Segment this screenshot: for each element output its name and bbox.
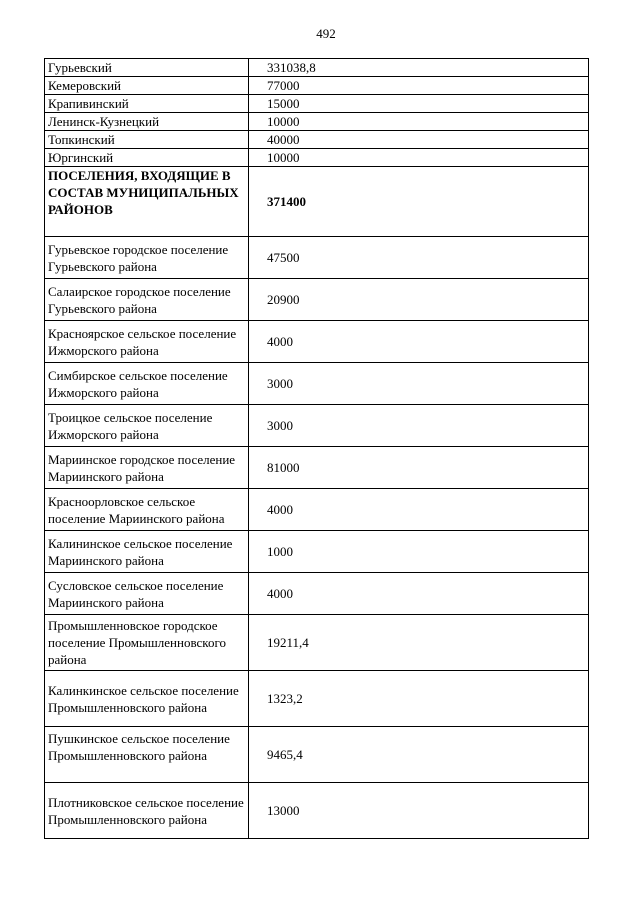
row-name: Мариинское городское поселение Мариинского района [45,447,249,489]
table-row [45,131,589,149]
row-value: 47500 [249,237,589,279]
row-name: ПОСЕЛЕНИЯ, ВХОДЯЩИЕ В СОСТАВ МУНИЦИПАЛЬНЫХ РАЙОНОВ [45,167,249,237]
row-name: Гурьевский [45,59,249,77]
row-value: 331038,8 [249,59,589,77]
row-name: Сусловское сельское поселение Мариинского района [45,573,249,615]
row-value: 3000 [249,363,589,405]
row-name: Гурьевское городское поселение Гурьевского района [45,237,249,279]
row-value: 20900 [249,279,589,321]
row-value: 1323,2 [249,671,589,727]
row-name: Юргинский [45,149,249,167]
row-name: Топкинский [45,131,249,149]
row-name: Ленинск-Кузнецкий [45,113,249,131]
row-name: Троицкое сельское поселение Ижморского района [45,405,249,447]
row-value: 3000 [249,405,589,447]
row-name: Калинкинское сельское поселение Промышленновского района [45,671,249,727]
table-row [45,727,589,783]
table-row [45,321,589,363]
row-name: Калининское сельское поселение Мариинского района [45,531,249,573]
row-value: 81000 [249,447,589,489]
table-row [45,77,589,95]
table-row [45,149,589,167]
row-name: Салаирское городское поселение Гурьевского района [45,279,249,321]
row-value: 77000 [249,77,589,95]
row-name: Плотниковское сельское поселение Промышленновского района [45,783,249,839]
row-value: 13000 [249,783,589,839]
row-name: Кемеровский [45,77,249,95]
table-row [45,113,589,131]
table-row [45,363,589,405]
row-name: Пушкинское сельское поселение Промышленновского района [45,727,249,783]
row-value: 371400 [249,167,589,237]
table-row [45,237,589,279]
table-row [45,405,589,447]
row-value: 9465,4 [249,727,589,783]
row-value: 1000 [249,531,589,573]
budget-table [44,58,589,839]
row-name: Симбирское сельское поселение Ижморского района [45,363,249,405]
table-row [45,489,589,531]
table-row [45,447,589,489]
table-row [45,279,589,321]
table-row [45,531,589,573]
row-value: 15000 [249,95,589,113]
table-row [45,573,589,615]
table-row [45,783,589,839]
table-row-section-header [45,167,589,237]
row-name: Крапивинский [45,95,249,113]
row-value: 10000 [249,113,589,131]
table-row [45,95,589,113]
row-value: 4000 [249,573,589,615]
row-value: 10000 [249,149,589,167]
row-value: 4000 [249,489,589,531]
row-value: 40000 [249,131,589,149]
page-number: 492 [316,26,336,41]
row-value: 4000 [249,321,589,363]
row-name: Красноорловское сельское поселение Мариинского района [45,489,249,531]
table-row [45,671,589,727]
row-name: Промышленновское городское поселение Промышленновского района [45,615,249,671]
table-row [45,615,589,671]
row-name: Красноярское сельское поселение Ижморского района [45,321,249,363]
table-row [45,59,589,77]
row-value: 19211,4 [249,615,589,671]
